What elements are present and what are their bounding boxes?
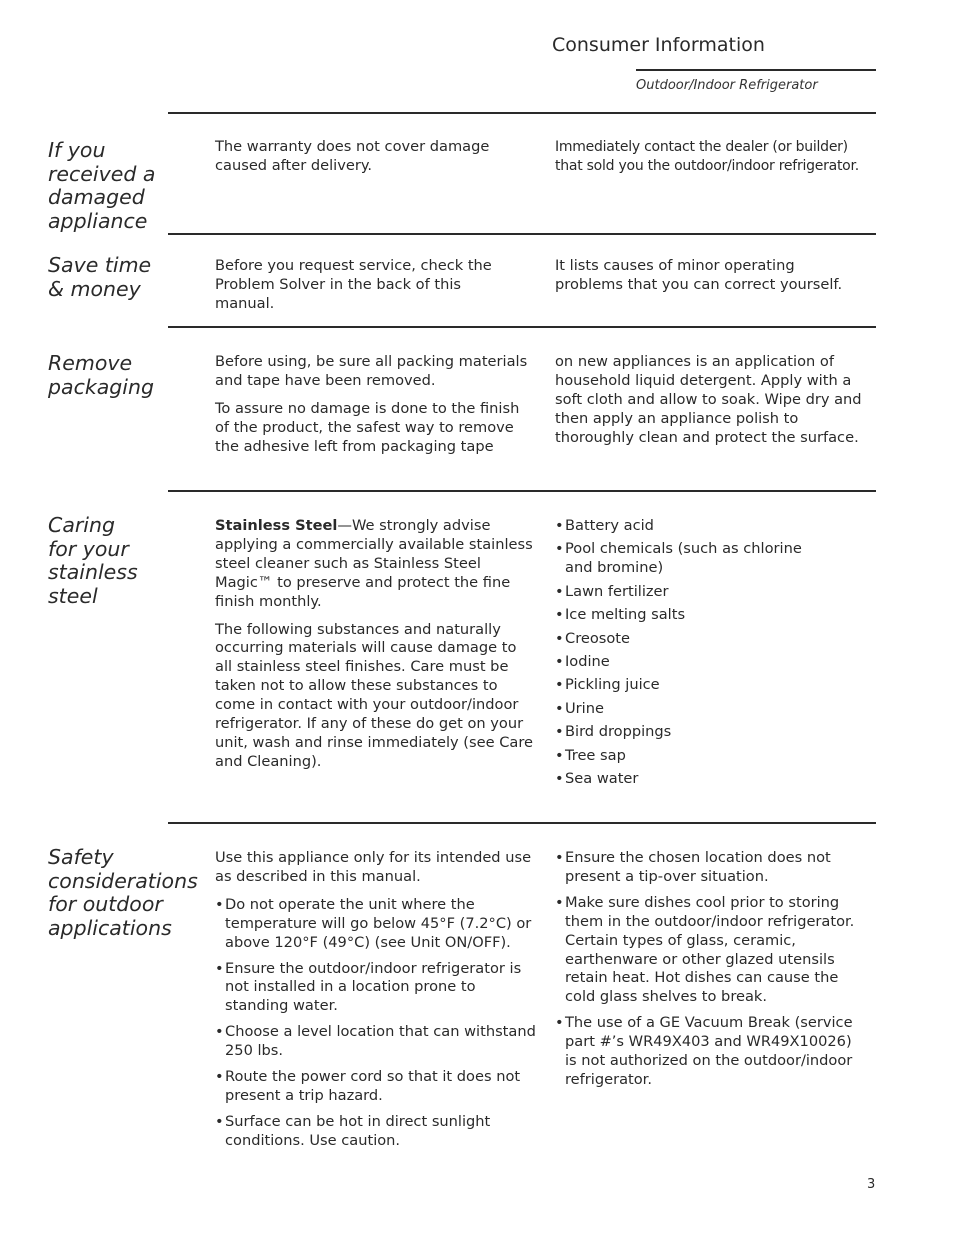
stainless-steel-label: Stainless Steel <box>215 517 338 534</box>
list-item: • Pickling juice <box>555 676 805 695</box>
paragraph: It lists causes of minor operating problems that you can correct yourself. <box>555 257 843 293</box>
section-divider <box>168 490 876 492</box>
list-item: • Battery acid <box>555 517 805 536</box>
stainless-steel-substance-list <box>555 517 805 793</box>
paragraph <box>215 517 535 612</box>
list-item: • Sea water <box>555 770 805 789</box>
section-heading-safety: Safety considerations for outdoor applications <box>48 845 198 940</box>
list-item: • Surface can be hot in direct sunlight conditions. Use caution. <box>215 1113 537 1151</box>
paragraph: Before using, be sure all packing materials and tape have been removed. <box>215 353 528 389</box>
stainless-steel-left-column <box>215 517 535 781</box>
save-time-right-column <box>555 257 865 304</box>
list-item: • The use of a GE Vacuum Break (service part #’s WR49X403 and WR49X10026) is not authorized on the outdoor/indoor refrigerator. <box>555 1014 865 1090</box>
product-subtitle: Outdoor/Indoor Refrigerator <box>636 78 818 93</box>
paragraph: Before you request service, check the Problem Solver in the back of this manual. <box>215 257 492 312</box>
remove-packaging-right-column <box>555 353 865 457</box>
section-divider <box>168 822 876 824</box>
list-item: • Lawn fertilizer <box>555 583 805 602</box>
paragraph: The following substances and naturally occurring materials will cause damage to all stainless steel finishes. Care must be taken not to allow these substances to come in contact with your outdoor/indoor refrigerator. If any of these do get on your unit, wash and rinse immediately (see Care and Cleaning). <box>215 620 533 770</box>
list-item: • Pool chemicals (such as chlorine and bromine) <box>555 540 805 578</box>
save-time-left-column <box>215 257 520 323</box>
paragraph: Immediately contact the dealer (or builder) that sold you the outdoor/indoor refrigerator. <box>555 139 859 174</box>
section-heading-remove-packaging: Remove packaging <box>48 351 154 399</box>
section-heading-damaged-appliance: If you received a damaged appliance <box>48 138 156 233</box>
list-item: • Creosote <box>555 630 805 649</box>
list-item: • Ensure the outdoor/indoor refrigerator is not installed in a location prone to standing water. <box>215 960 537 1017</box>
paragraph: To assure no damage is done to the finish of the product, the safest way to remove the adhesive left from packaging tape <box>215 399 520 455</box>
list-item: • Choose a level location that can withstand 250 lbs. <box>215 1023 537 1061</box>
list-item: • Ensure the chosen location does not present a tip-over situation. <box>555 849 865 887</box>
paragraph: on new appliances is an application of household liquid detergent. Apply with a soft cloth and allow to soak. Wipe dry and then apply an appliance polish to thoroughly clean and protect the surface. <box>555 353 862 446</box>
section-heading-save-time: Save time & money <box>48 253 152 301</box>
section-divider <box>168 112 876 114</box>
list-item: • Do not operate the unit where the temperature will go below 45°F (7.2°C) or above 120°F (49°C) (see Unit ON/OFF). <box>215 896 537 953</box>
list-item: • Iodine <box>555 653 805 672</box>
section-divider <box>168 233 876 235</box>
paragraph: Use this appliance only for its intended use as described in this manual. <box>215 849 532 885</box>
section-divider <box>168 326 876 328</box>
section-heading-stainless-steel: Caring for your stainless steel <box>48 513 138 608</box>
list-item: • Ice melting salts <box>555 606 805 625</box>
safety-right-column <box>555 849 865 1097</box>
paragraph: The warranty does not cover damage caused after delivery. <box>215 138 490 174</box>
list-item: • Route the power cord so that it does not present a trip hazard. <box>215 1068 537 1106</box>
stainless-steel-advice: —We strongly advise applying a commercially available stainless steel cleaner such as Stainless Steel Magic™ to preserve and protect the fine finish monthly. <box>215 517 533 610</box>
list-item: • Bird droppings <box>555 723 805 742</box>
list-item: • Make sure dishes cool prior to storing them in the outdoor/indoor refrigerator. Certain types of glass, ceramic, earthenware or other glazed utensils retain heat. Hot dishes can cause the cold glass shelves to break. <box>555 894 865 1007</box>
page-number: 3 <box>867 1177 876 1192</box>
header-divider <box>636 69 876 71</box>
list-item: • Tree sap <box>555 747 805 766</box>
page-section-title: Consumer Information <box>552 34 765 56</box>
damaged-appliance-right-column <box>555 138 871 185</box>
list-item: • Urine <box>555 700 805 719</box>
remove-packaging-left-column <box>215 353 533 466</box>
safety-left-column <box>215 849 537 1158</box>
damaged-appliance-left-column <box>215 138 515 185</box>
